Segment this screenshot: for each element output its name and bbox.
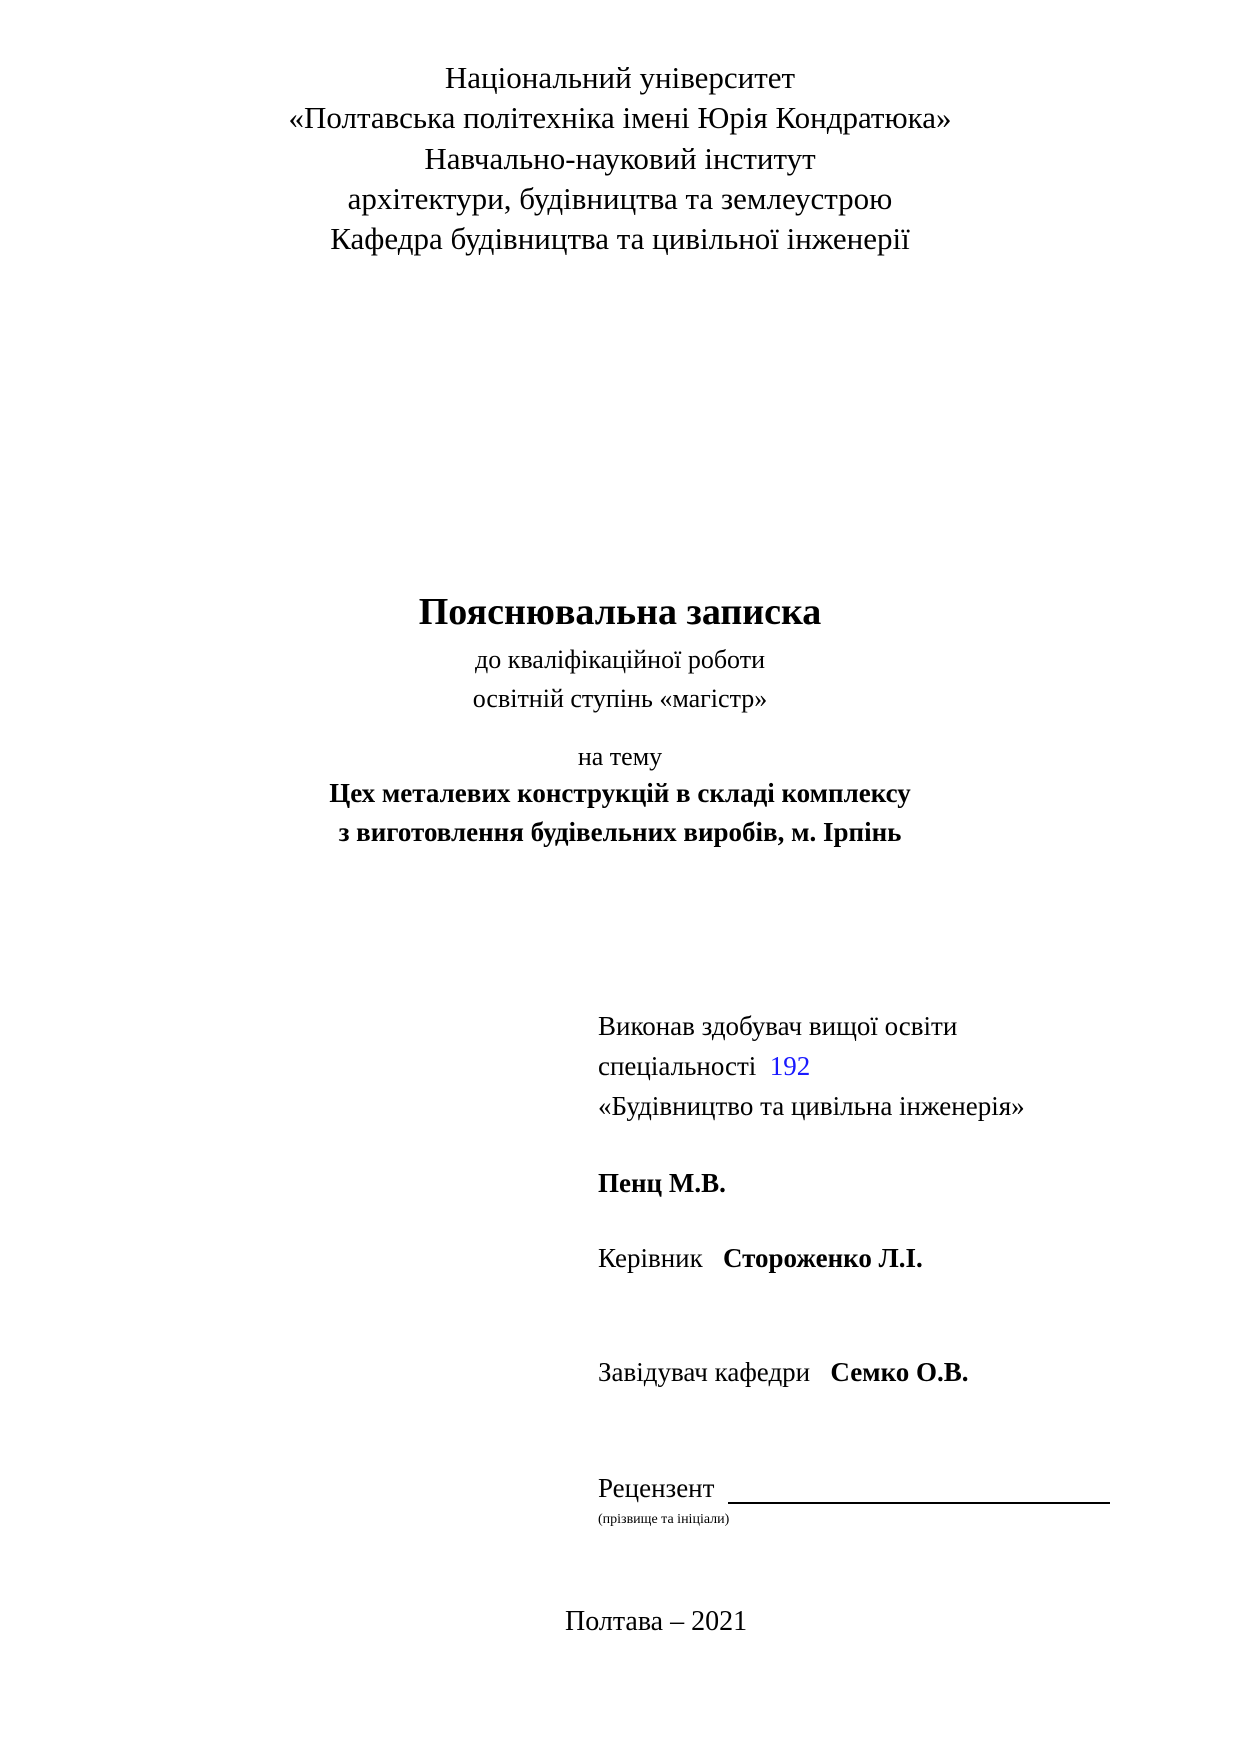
document-subtitle: до кваліфікаційної роботи	[475, 645, 765, 674]
performer-line: Виконав здобувач вищої освіти	[598, 1011, 958, 1041]
department-name: Кафедра будівництва та цивільної інженерії	[330, 221, 910, 256]
institute-field: архітектури, будівництва та землеустрою	[347, 181, 893, 216]
specialty-label: спеціальності	[598, 1051, 757, 1081]
head-of-department-line	[598, 1357, 969, 1388]
reviewer-label: Рецензент	[598, 1473, 715, 1503]
supervisor-line	[598, 1243, 923, 1274]
specialty-code: 192	[769, 1051, 811, 1081]
specialty-line	[598, 1051, 810, 1082]
specialty-name: «Будівництво та цивільна інженерія»	[598, 1091, 1025, 1121]
head-label: Завідувач кафедри	[598, 1357, 811, 1387]
document-title: Пояснювальна записка	[418, 591, 822, 633]
reviewer-note: (прізвище та ініціали)	[598, 1512, 730, 1527]
supervisor-name: Стороженко Л.І.	[722, 1243, 923, 1273]
university-name: Національний університет	[444, 60, 796, 95]
city-year: Полтава – 2021	[565, 1606, 748, 1637]
student-name: Пенц М.В.	[598, 1168, 726, 1198]
topic-line-1: Цех металевих конструкцій в складі комплексу	[329, 778, 911, 808]
topic-line-2: з виготовлення будівельних виробів, м. Ірпінь	[338, 817, 902, 847]
supervisor-label: Керівник	[598, 1243, 703, 1273]
topic-label: на тему	[577, 742, 663, 771]
reviewer-signature-line	[728, 1476, 1110, 1504]
head-name: Семко О.В.	[830, 1357, 969, 1387]
degree-level: освітній ступінь «магістр»	[472, 684, 768, 713]
university-full-name: «Полтавська політехніка імені Юрія Кондратюка»	[288, 100, 952, 135]
reviewer-line	[598, 1473, 1110, 1504]
institute-name: Навчально-науковий інститут	[424, 141, 816, 176]
